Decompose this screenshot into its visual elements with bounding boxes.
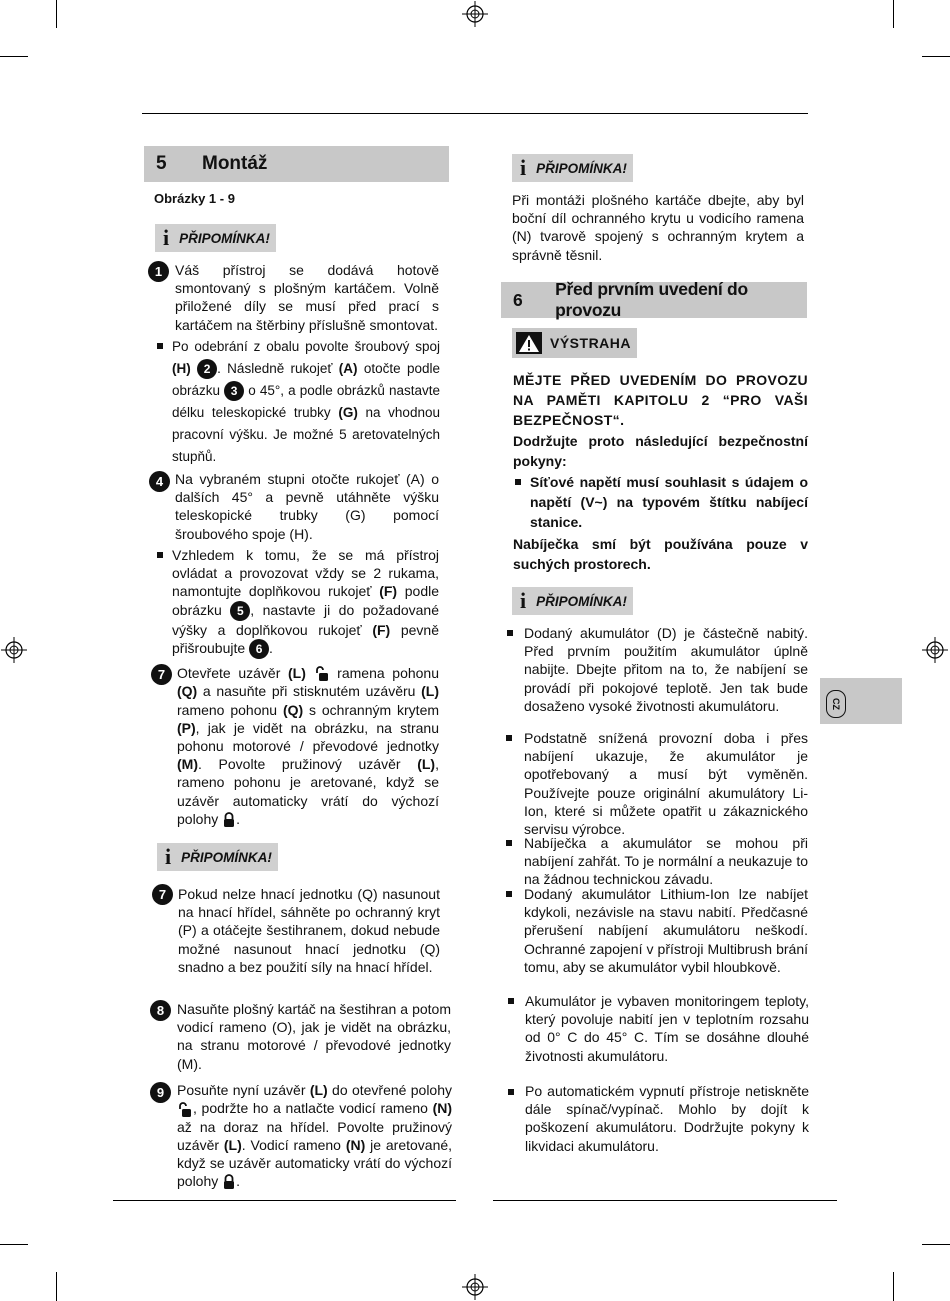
step-number-badge: 8 (150, 1000, 171, 1021)
step-number-badge: 9 (150, 1082, 171, 1103)
step-7-text: Otevřete uzávěr (L) ramena pohonu (Q) a nasuňte při stisknutém uzávěru (L) rameno pohonu (Q) s ochranným krytem (P), jak je vidět na obrázku, na stranu pohonu motorové / převodové jednotky (M). Povolte pružinový uzávěr (L), rameno pohonu je aretované, když se uzávěr automaticky vrátí do výchozí polohy . (177, 665, 440, 827)
step-1-text: Váš přístroj se dodává hotově smontovaný s plošným kartáčem. Volně přiložené díly se musí před prací s kartáčem na štěrbiny příslušně smontovat. (175, 262, 439, 333)
registration-mark-icon (462, 1, 488, 27)
section-5-header (144, 146, 449, 182)
warning-box: VÝSTRAHA (512, 328, 637, 358)
bullet-text: Po odebrání z obalu povolte šroubový spoj (H) 2 . Následně rukojeť (A) otočte podle obrázku 3 o 45°, a podle obrázků nastavte délku teleskopické trubky (G) na vhodnou pracovní výšku. Je možné 5 aretovatelných stupňů. (172, 339, 440, 464)
bullet-icon (157, 343, 163, 349)
step-4-text: Na vybraném stupni otočte rukojeť (A) o dalších 45° a pevně utáhněte výšku teleskopické trubky (G) pomocí šroubového spoje (H). (175, 471, 439, 542)
registration-mark-icon (462, 1274, 488, 1300)
note-box: i PŘIPOMÍNKA! (512, 154, 633, 182)
list-item: Akumulátor je vybaven monitoringem teploty, který povoluje nabití jen v teplotním rozsahu od 0° C do 45° C. Tím se dosáhne dlouhé životnosti akumulátoru. (525, 993, 809, 1064)
step-7b-text: Pokud nelze hnací jednotku (Q) nasunout na hnací hřídel, sáhněte po ochranný kryt (P) a otáčejte šestihranem, dokud nebude možné nasunout hnací jednotku (Q) snadno a bez použití síly na hnací hřídel. (178, 886, 440, 975)
info-icon: i (520, 588, 527, 613)
list-item: Dodaný akumulátor Lithium-Ion lze nabíjet kdykoli, nezávisle na stavu nabití. Předčasné přerušení nabíjení akumulátoru neškodí. Ochranné zapojení v přístroji Multibrush brání tomu, aby se akumulátor vybil hloubkově. (524, 886, 808, 975)
warning-icon (516, 332, 542, 354)
warning-text: Dodržujte proto následující bezpečnostní pokyny: (513, 433, 808, 469)
footer-rule-right (493, 1200, 837, 1201)
crop-mark (893, 0, 894, 28)
warning-text: MĚJTE PŘED UVEDENÍM DO PROVOZU NA PAMĚTI KAPITOLU 2 “PRO VAŠI BEZPEČNOST“. (513, 372, 808, 428)
crop-mark (56, 1272, 57, 1301)
registration-mark-icon (1, 637, 27, 663)
note-box: i PŘIPOMÍNKA! (512, 587, 633, 615)
step-number-badge: 7 (151, 664, 172, 685)
bullet-icon (506, 840, 512, 846)
crop-mark (56, 0, 57, 28)
crop-mark (0, 56, 28, 57)
unlock-icon (177, 1102, 193, 1118)
step-9-text: Posuňte nyní uzávěr (L) do otevřené polohy , podržte ho a natlačte vodicí rameno (N) až na doraz na hřídel. Povolte pružinový uzávěr (L). Vodicí rameno (N) je aretované, když se uzávěr automaticky vrátí do výchozí polohy . (177, 1082, 453, 1190)
section-6-header (501, 279, 807, 320)
section-title: Montáž (202, 153, 268, 174)
step-number-badge: 4 (149, 471, 170, 492)
list-item: Po automatickém vypnutí přístroje netiskněte dále spínač/vypínač. Mohlo by dojít k poškození akumulátoru. Dodržujte pokyny k likvidaci akumulátoru. (525, 1083, 809, 1154)
warning-text: Nabíječka smí být používána pouze v suchých prostorech. (513, 536, 808, 572)
bullet-icon (508, 1089, 514, 1095)
section-number: 6 (513, 289, 523, 310)
bullet-icon (157, 552, 163, 558)
note-box: i PŘIPOMÍNKA! (157, 843, 278, 871)
list-item: Nabíječka a akumulátor se mohou při nabíjení zahřát. To je normální a neukazuje to na žádnou technickou závadu. (524, 835, 808, 888)
note-box: i PŘIPOMÍNKA! (155, 224, 276, 252)
bullet-icon (515, 479, 521, 485)
info-icon: i (520, 155, 527, 180)
info-icon: i (163, 225, 170, 250)
warning-bullet-text: Síťové napětí musí souhlasit s údajem o napětí (V~) na typovém štítku nabíjecí stanice. (530, 474, 808, 530)
bullet-icon (508, 998, 514, 1004)
registration-mark-icon (922, 637, 948, 663)
section-number: 5 (156, 153, 167, 174)
footer-rule-left (113, 1200, 456, 1201)
step-number-badge: 7 (152, 884, 173, 905)
unlock-icon (314, 666, 330, 682)
crop-mark (0, 1244, 28, 1245)
note-text: Při montáži plošného kartáče dbejte, aby byl boční díl ochranného krytu u vodicího ramena (N) tvarově spojený s ochranným krytem a správně těsnil. (512, 192, 804, 263)
language-badge: CZ (826, 690, 846, 718)
lock-icon (222, 812, 236, 828)
section-title: Před prvním uvedení do provozu (555, 279, 748, 320)
crop-mark (922, 1244, 950, 1245)
step-8-text: Nasuňte plošný kartáč na šestihran a potom vodicí rameno (O), jak je vidět na obrázku, na stranu motorové / převodové jednotky (M). (177, 1001, 451, 1072)
bullet-icon (506, 735, 512, 741)
crop-mark (893, 1272, 894, 1301)
figures-label: Obrázky 1 - 9 (154, 191, 235, 206)
bullet-icon (507, 630, 513, 636)
list-item: Dodaný akumulátor (D) je částečně nabitý. Před prvním použitím akumulátor úplně nabijte. Dbejte přitom na to, že nabíjení se provádí při pokojové teplotě. Jen tak bude dosaženo vysoké životnosti akumulátoru. (524, 625, 808, 714)
header-rule (142, 113, 808, 114)
list-item: Podstatně snížená provozní doba i přes nabíjení ukazuje, že akumulátor je opotřebovaný a musí být vyměněn. Používejte pouze originální akumulátory Li-Ion, které si můžete opatřit u zákaznického servisu výrobce. (524, 730, 808, 838)
crop-mark (922, 56, 950, 57)
bullet-text: Vzhledem k tomu, že se má přístroj ovládat a provozovat vždy se 2 rukama, namontujte doplňkovou rukojeť (F) podle obrázku 5 , nastavte ji do požadované výšky a doplňkovou rukojeť (F) pevně přišroubujte 6 . (172, 546, 439, 659)
info-icon: i (165, 844, 172, 869)
step-number-badge: 1 (148, 261, 169, 282)
bullet-icon (506, 891, 512, 897)
lock-icon (222, 1174, 236, 1190)
